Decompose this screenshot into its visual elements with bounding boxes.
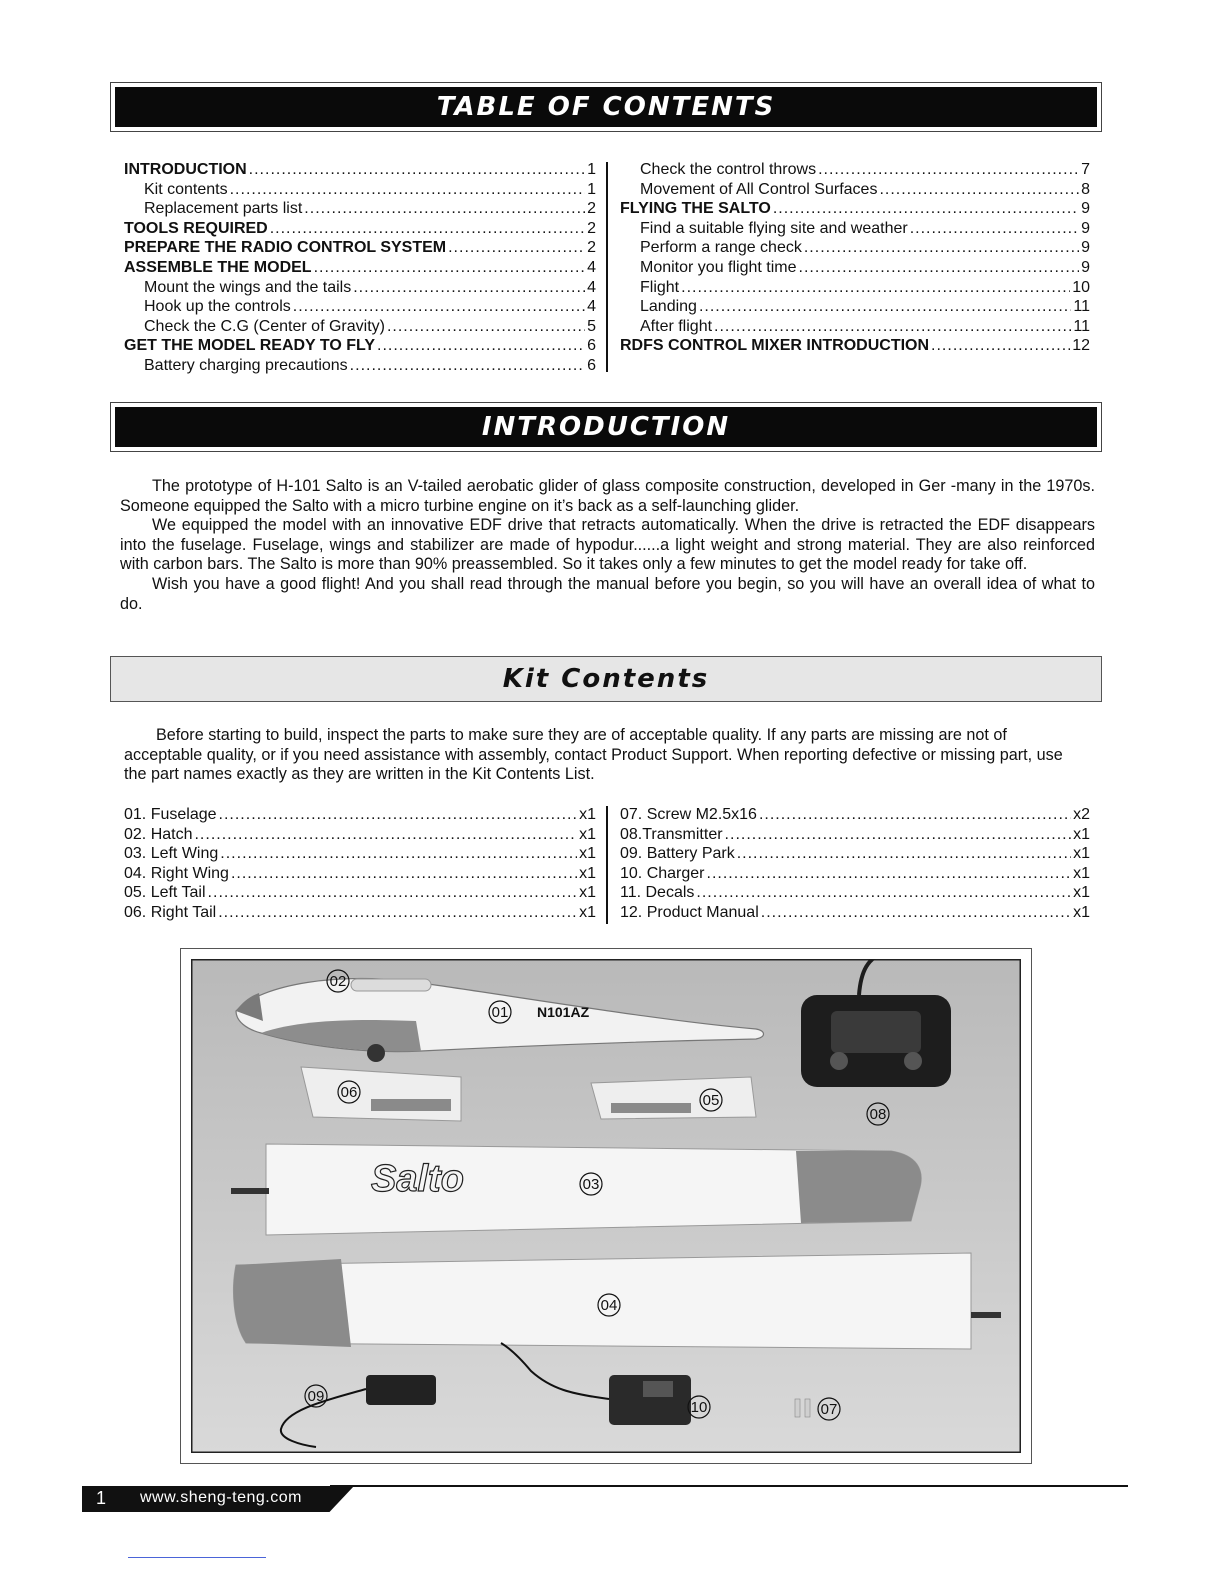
- toc-entry: [620, 278, 1090, 298]
- svg-text:09: 09: [307, 1388, 325, 1405]
- svg-text:10: 10: [690, 1399, 708, 1416]
- dot-leader: [208, 883, 578, 903]
- dot-leader: [773, 199, 1079, 219]
- callout-02: [327, 970, 349, 992]
- intro-paragraph-2: We equipped the model with an innovative EDF drive that retracts automatically. When the drive is retracted the EDF disappears into the fuselage. Fuselage, wings and stabilizer are made of hypodur......a light weight and strong material. They are also reinforced with carbon bars. The Salto is more than 90% preassembled. So it takes only a few minutes to get the model ready for take off.: [120, 516, 1095, 574]
- dot-leader: [293, 297, 585, 317]
- toc-entry: [124, 317, 596, 337]
- dot-leader: [707, 864, 1072, 884]
- toc-entry: [620, 258, 1090, 278]
- dot-leader: [270, 219, 585, 239]
- intro-paragraph-1: The prototype of H-101 Salto is an V-tailed aerobatic glider of glass composite construction, developed in Ger -many in the 1970s. Someone equipped the Salto with a micro turbine engine on it’s back as a self-launching glider.: [120, 477, 1095, 515]
- entry-label: 01. Fuselage: [124, 806, 217, 823]
- dot-leader: [799, 258, 1080, 278]
- entry-page: 2: [587, 219, 596, 237]
- dot-leader: [818, 160, 1079, 180]
- entry-quantity: x1: [1073, 903, 1090, 921]
- kit-item: [620, 864, 1090, 884]
- toc-left-column: [124, 160, 596, 376]
- horizontal-scrollbar[interactable]: [128, 1557, 266, 1558]
- entry-label: 05. Left Tail: [124, 884, 206, 902]
- entry-quantity: x1: [579, 825, 596, 843]
- toc-divider: [606, 162, 608, 372]
- entry-label: 02. Hatch: [124, 825, 193, 843]
- toc-entry: [620, 160, 1090, 180]
- entry-page: 9: [1081, 239, 1090, 257]
- dot-leader: [230, 180, 585, 200]
- toc-heading: TABLE OF CONTENTS: [115, 87, 1097, 127]
- kit-item: [124, 883, 596, 903]
- toc-entry: [124, 336, 596, 356]
- kit-item: [124, 903, 596, 923]
- callout-07: [818, 1398, 840, 1420]
- entry-quantity: x1: [579, 806, 596, 823]
- entry-quantity: x2: [1073, 806, 1090, 823]
- entry-page: 12: [1072, 337, 1090, 355]
- entry-page: 6: [587, 337, 596, 355]
- entry-label: Movement of All Control Surfaces: [640, 180, 878, 198]
- toc-entry: [620, 238, 1090, 258]
- toc-entry: [620, 317, 1090, 337]
- entry-quantity: x1: [579, 845, 596, 863]
- entry-label: TOOLS REQUIRED: [124, 219, 268, 237]
- entry-quantity: x1: [1073, 845, 1090, 863]
- svg-text:02: 02: [329, 973, 347, 990]
- kit-item: [620, 805, 1090, 825]
- dot-leader: [699, 297, 1071, 317]
- kit-banner: [110, 656, 1102, 702]
- kit-item: [620, 825, 1090, 845]
- toc-entry: [124, 356, 596, 376]
- entry-label: 08.Transmitter: [620, 825, 723, 843]
- toc-entry: [124, 199, 596, 219]
- dot-leader: [249, 160, 585, 180]
- toc-right-column: [620, 160, 1090, 356]
- entry-page: 4: [587, 298, 596, 316]
- dot-leader: [377, 336, 585, 356]
- entry-label: Monitor you flight time: [640, 258, 797, 276]
- entry-page: 4: [587, 258, 596, 276]
- toc-entry: [124, 160, 596, 180]
- kit-text: [124, 726, 1064, 785]
- svg-text:01: 01: [491, 1004, 509, 1021]
- kit-item: [124, 825, 596, 845]
- dot-leader: [194, 825, 577, 845]
- entry-label: After flight: [640, 317, 713, 335]
- entry-page: 9: [1081, 258, 1090, 276]
- toc-entry: [124, 238, 596, 258]
- kit-item: [620, 883, 1090, 903]
- intro-paragraph-3: Wish you have a good flight! And you shall read through the manual before you begin, so you will have an overall idea of what to do.: [120, 574, 1095, 613]
- entry-label: 04. Right Wing: [124, 864, 229, 882]
- entry-label: Mount the wings and the tails: [144, 278, 352, 296]
- registration-mark: N101AZ: [537, 1004, 590, 1020]
- kit-photo-frame: [180, 948, 1032, 1464]
- entry-label: PREPARE THE RADIO CONTROL SYSTEM: [124, 239, 447, 257]
- callout-03: [580, 1173, 602, 1195]
- callout-09: [305, 1385, 327, 1407]
- callout-01: [489, 1001, 511, 1023]
- toc-banner: [110, 82, 1102, 132]
- svg-text:07: 07: [820, 1401, 838, 1418]
- dot-leader: [231, 864, 577, 884]
- entry-page: 7: [1081, 161, 1090, 178]
- entry-page: 9: [1081, 200, 1090, 218]
- dot-leader: [725, 825, 1072, 845]
- dot-leader: [737, 844, 1071, 864]
- entry-page: 11: [1073, 298, 1090, 316]
- entry-label: Check the C.G (Center of Gravity): [144, 317, 385, 335]
- entry-label: Hook up the controls: [144, 298, 291, 316]
- entry-label: RDFS CONTROL MIXER INTRODUCTION: [620, 337, 930, 355]
- toc-entry: [124, 278, 596, 298]
- kit-left-column: [124, 805, 596, 923]
- entry-label: Kit contents: [144, 180, 228, 198]
- entry-page: 8: [1081, 180, 1090, 198]
- svg-text:05: 05: [702, 1092, 720, 1109]
- kit-heading: Kit Contents: [111, 657, 1101, 701]
- website-link[interactable]: www.sheng-teng.com: [140, 1489, 302, 1506]
- kit-right-column: [620, 805, 1090, 923]
- callout-10: [688, 1396, 710, 1418]
- entry-quantity: x1: [579, 884, 596, 902]
- footer-rule: [330, 1485, 1128, 1487]
- entry-page: 2: [587, 239, 596, 257]
- entry-label: Landing: [640, 298, 697, 316]
- entry-page: 2: [587, 200, 596, 218]
- intro-banner: [110, 402, 1102, 452]
- callout-08: [867, 1103, 889, 1125]
- entry-label: Check the control throws: [640, 161, 817, 178]
- entry-label: 09. Battery Park: [620, 845, 735, 863]
- dot-leader: [714, 317, 1071, 337]
- entry-label: 12. Product Manual: [620, 903, 759, 921]
- dot-leader: [220, 844, 577, 864]
- entry-page: 1: [587, 180, 596, 198]
- kit-item: [124, 844, 596, 864]
- toc-entry: [620, 180, 1090, 200]
- entry-quantity: x1: [1073, 864, 1090, 882]
- dot-leader: [681, 278, 1070, 298]
- dot-leader: [761, 903, 1071, 923]
- entry-label: ASSEMBLE THE MODEL: [124, 258, 312, 276]
- entry-quantity: x1: [1073, 884, 1090, 902]
- page-number: 1: [96, 1488, 107, 1508]
- toc-entry: [620, 336, 1090, 356]
- kit-item: [620, 903, 1090, 923]
- intro-text: [120, 477, 1095, 614]
- dot-leader: [314, 258, 586, 278]
- toc-entry: [124, 297, 596, 317]
- entry-label: Battery charging precautions: [144, 356, 348, 374]
- dot-leader: [218, 903, 577, 923]
- entry-page: 10: [1072, 278, 1090, 296]
- entry-label: 11. Decals: [620, 884, 695, 902]
- entry-page: 5: [587, 317, 596, 335]
- dot-leader: [804, 238, 1079, 258]
- svg-text:08: 08: [869, 1106, 887, 1123]
- entry-quantity: x1: [1073, 825, 1090, 843]
- entry-page: 11: [1073, 317, 1090, 335]
- entry-label: 06. Right Tail: [124, 903, 217, 921]
- left-wing-part: [231, 1144, 921, 1235]
- kit-divider: [606, 806, 608, 924]
- intro-heading: INTRODUCTION: [115, 407, 1097, 447]
- dot-leader: [353, 278, 585, 298]
- page-footer: [0, 1484, 1225, 1514]
- dot-leader: [448, 238, 585, 258]
- dot-leader: [350, 356, 585, 376]
- svg-text:06: 06: [340, 1084, 358, 1101]
- entry-label: FLYING THE SALTO: [620, 200, 771, 218]
- dot-leader: [304, 199, 585, 219]
- toc-entry: [124, 219, 596, 239]
- toc-entry: [124, 258, 596, 278]
- svg-text:03: 03: [582, 1176, 600, 1193]
- toc-entry: [620, 219, 1090, 239]
- toc-entry: [620, 297, 1090, 317]
- toc-entry: [620, 199, 1090, 219]
- kit-item: [124, 864, 596, 884]
- dot-leader: [219, 805, 578, 825]
- dot-leader: [387, 317, 585, 337]
- entry-label: Replacement parts list: [144, 200, 303, 218]
- dot-leader: [759, 805, 1071, 825]
- entry-label: GET THE MODEL READY TO FLY: [124, 337, 375, 355]
- dot-leader: [931, 336, 1070, 356]
- kit-photo: [191, 959, 1021, 1453]
- kit-item: [620, 844, 1090, 864]
- entry-label: Find a suitable flying site and weather: [640, 219, 908, 237]
- entry-page: 1: [587, 161, 596, 178]
- entry-label: 03. Left Wing: [124, 845, 219, 863]
- entry-label: Perform a range check: [640, 239, 802, 257]
- kit-item: [124, 805, 596, 825]
- svg-text:04: 04: [600, 1297, 618, 1314]
- entry-label: 10. Charger: [620, 864, 705, 882]
- toc-entry: [124, 180, 596, 200]
- callout-04: [598, 1294, 620, 1316]
- entry-page: 9: [1081, 219, 1090, 237]
- callout-05: [700, 1089, 722, 1111]
- dot-leader: [910, 219, 1079, 239]
- kit-paragraph: Before starting to build, inspect the parts to make sure they are of acceptable quality. If any parts are missing are not of acceptable quality, or if you need assistance with assembly, contact Product Support. When reporting defective or missing part, use the part names exactly as they are written in the Kit Contents List.: [124, 726, 1063, 784]
- wing-logo: Salto: [371, 1158, 464, 1200]
- dot-leader: [696, 883, 1071, 903]
- entry-quantity: x1: [579, 903, 596, 921]
- entry-page: 6: [587, 356, 596, 374]
- entry-label: INTRODUCTION: [124, 161, 247, 178]
- left-tail-part: [591, 1077, 756, 1119]
- right-tail-part: [301, 1067, 461, 1121]
- dot-leader: [879, 180, 1079, 200]
- entry-quantity: x1: [579, 864, 596, 882]
- entry-label: 07. Screw M2.5x16: [620, 806, 757, 823]
- callout-06: [338, 1081, 360, 1103]
- entry-page: 4: [587, 278, 596, 296]
- entry-label: Flight: [640, 278, 680, 296]
